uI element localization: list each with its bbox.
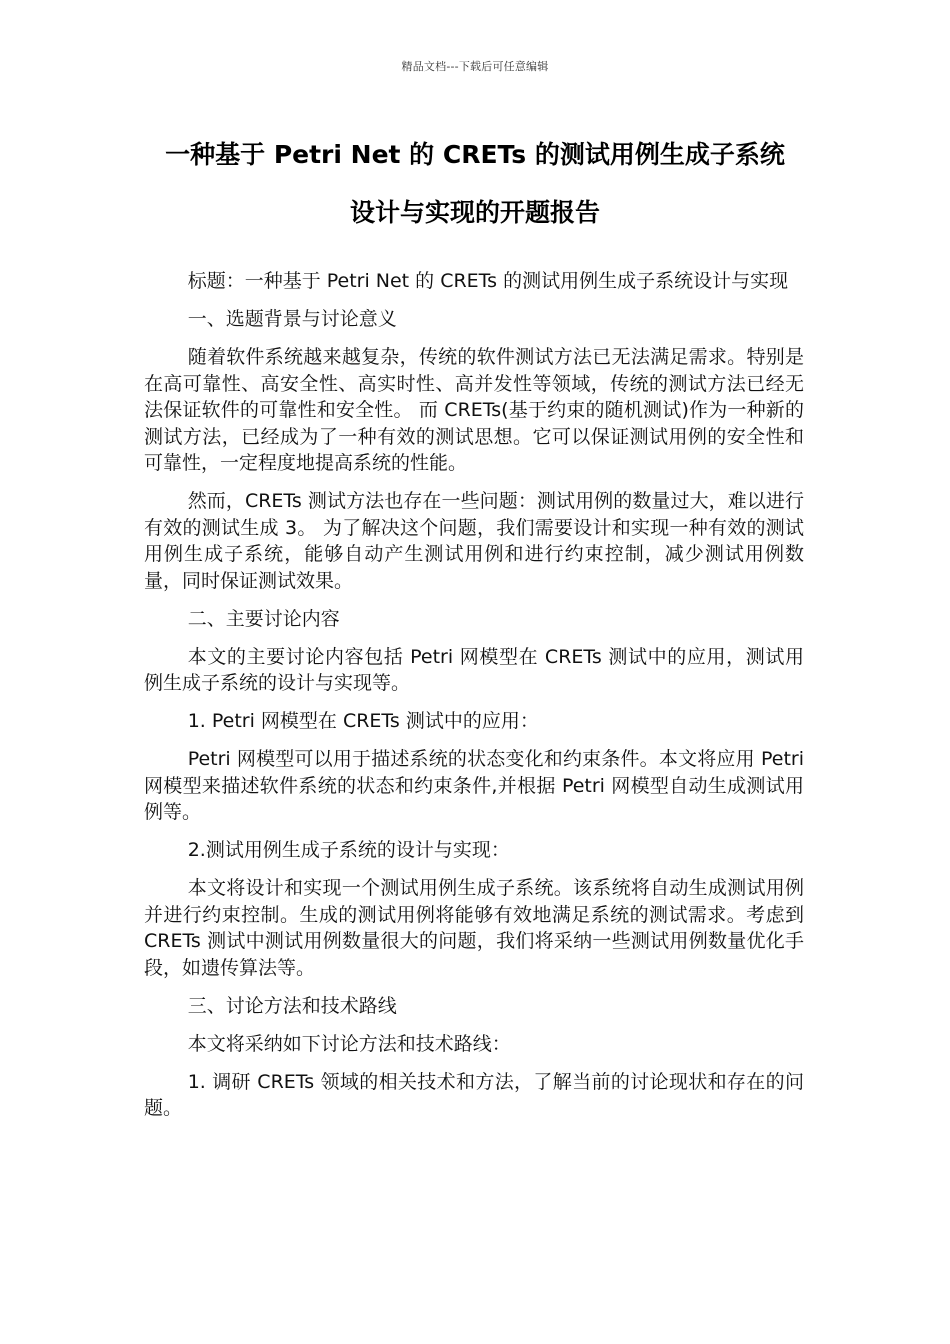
section-heading-methods: 三、讨论方法和技术路线 [187, 994, 397, 1017]
section-heading-background: 一、选题背景与讨论意义 [187, 308, 397, 330]
subheading-petri-net: 1. Petri 网模型在 CRETs 测试中的应用： [187, 710, 539, 732]
paragraph-problem: 然而，CRETs 测试方法也存在一些问题：测试用例的数量过大，难以进行有效的测试生成 3。 为了解决这个问题，我们需要设计和实现一种有效的测试用例生成子系统，能够自动产生测试用例和进行约束控制，减少测试用例数量，同时保证测试效果。 [144, 490, 804, 592]
section-heading-content: 二、主要讨论内容 [187, 607, 340, 630]
paragraph-subject: 标题：一种基于 Petri Net 的 CRETs 的测试用例生成子系统设计与实现 [187, 270, 789, 292]
document-title-line-1: 一种基于 Petri Net 的 CRETs 的测试用例生成子系统 [165, 140, 785, 169]
paragraph-methods-intro: 本文将采纳如下讨论方法和技术路线： [187, 1032, 511, 1055]
paragraph-method-1: 1. 调研 CRETs 领域的相关技术和方法，了解当前的讨论现状和存在的问题。 [144, 1070, 804, 1119]
paragraph-background: 随着软件系统越来越复杂，传统的软件测试方法已无法满足需求。特别是在高可靠性、高安全性、高实时性、高并发性等领域，传统的测试方法已经无法保证软件的可靠性和安全性。 而 CRETs(基于约束的随机测试)作为一种新的测试方法，已经成为了一种有效的测试思想。它可以保证测试用例的安全性和可靠性，一定程度地提高系统的性能。 [144, 346, 804, 474]
paragraph-subsystem: 本文将设计和实现一个测试用例生成子系统。该系统将自动生成测试用例并进行约束控制。生成的测试用例将能够有效地满足系统的测试需求。考虑到 CRETs 测试中测试用例数量很大的问题，我们将采纳一些测试用例数量优化手段，如遗传算法等。 [144, 877, 804, 979]
document-title-line-2: 设计与实现的开题报告 [349, 198, 600, 227]
subheading-subsystem: 2.测试用例生成子系统的设计与实现： [187, 839, 510, 861]
document-body [144, 268, 804, 1133]
paragraph-petri-net: Petri 网模型可以用于描述系统的状态变化和约束条件。本文将应用 Petri 网模型来描述软件系统的状态和约束条件,并根据 Petri 网模型自动生成测试用例等。 [144, 748, 804, 823]
paragraph-content-overview: 本文的主要讨论内容包括 Petri 网模型在 CRETs 测试中的应用，测试用例生成子系统的设计与实现等。 [144, 645, 804, 694]
header-note: 精品文档---下载后可任意编辑 [401, 60, 549, 73]
